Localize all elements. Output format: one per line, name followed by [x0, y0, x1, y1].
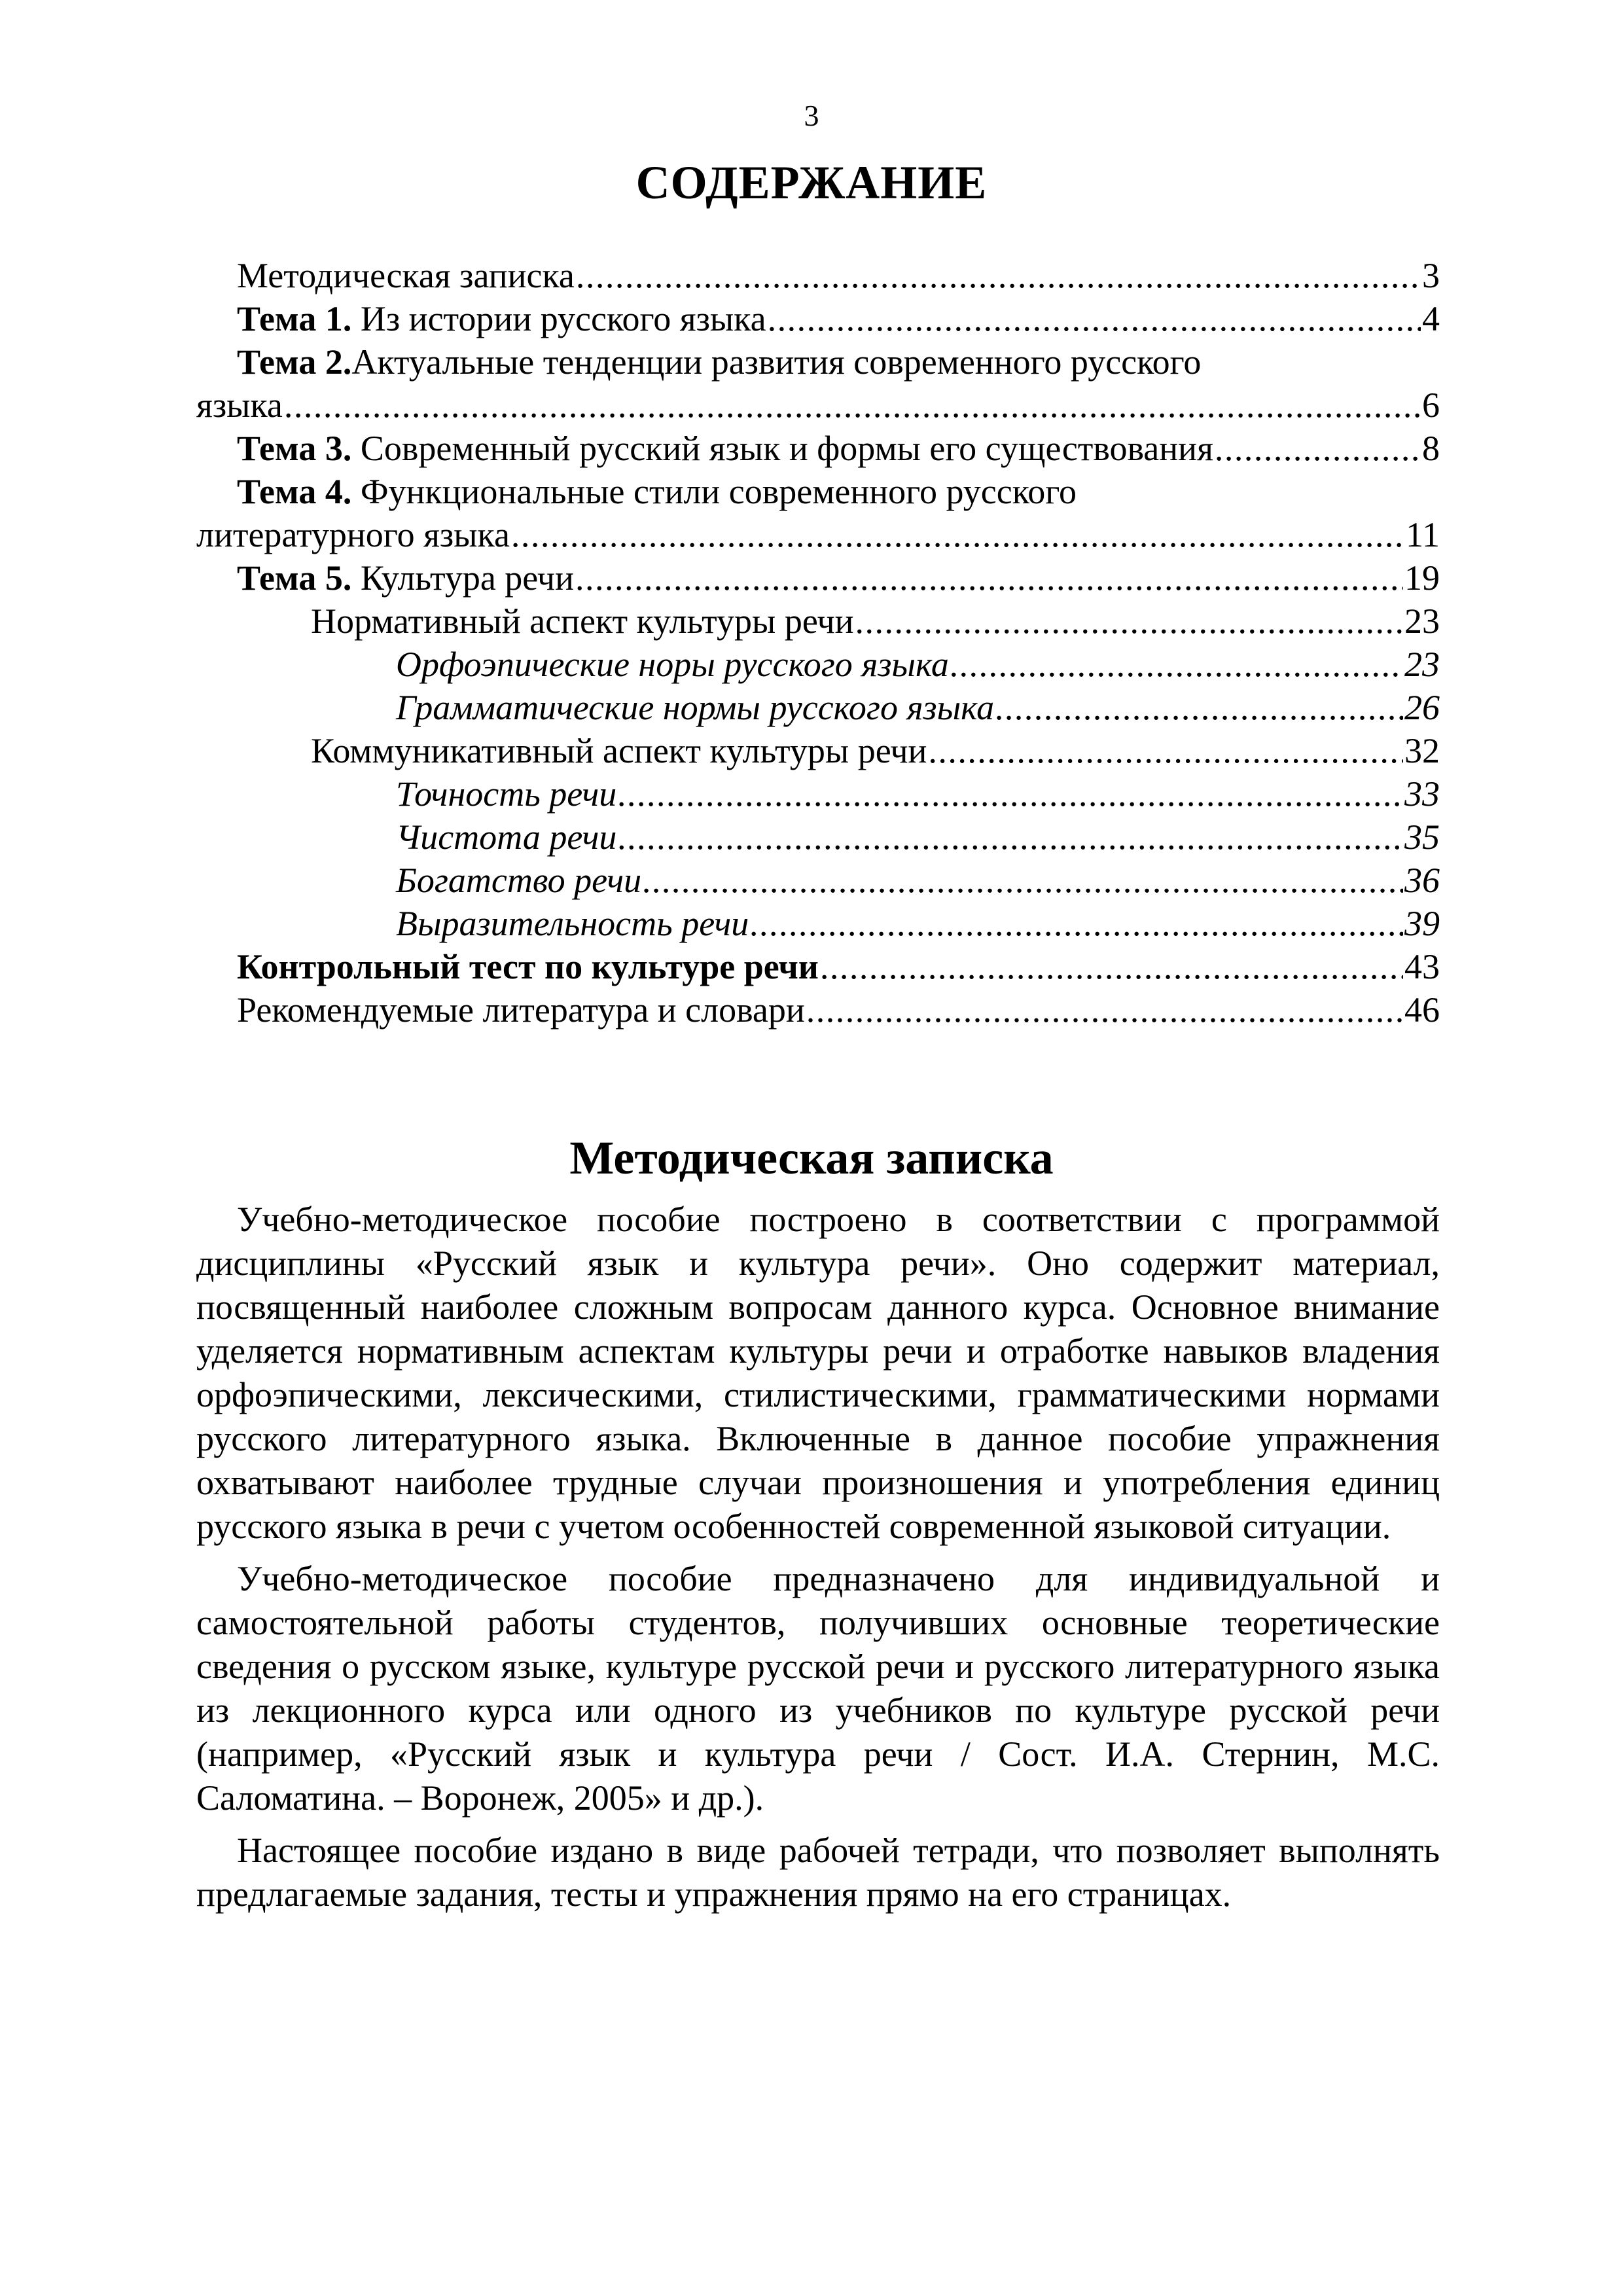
paragraph: Учебно-методическое пособие построено в соответствии с программой дисциплины «Русский язык и культура речи». Оно содержит материал, посвященный наиболее сложным вопросам данного курса. Основное внимание уделяется нормативным аспектам культуры речи и отработке навыков владения орфоэпическими, лексическими, стилистическими, грамматическими нормами русского литературного языка. Включенные в данное пособие упражнения охватывают наиболее трудные случаи произношения и употребления единиц русского языка в речи с учетом особенностей современной языковой ситуации.: [196, 1200, 1440, 1546]
toc-entry-prefix: Тема 4.: [237, 472, 352, 511]
page-number: 3: [804, 99, 819, 132]
toc-dot-leader: [643, 859, 1403, 902]
toc-entry-page: 23: [1404, 645, 1440, 684]
toc-dot-leader: [576, 254, 1421, 297]
toc-entry-label: Рекомендуемые литература и словари: [237, 990, 805, 1030]
toc-entry-purity[interactable]: [196, 816, 1440, 859]
toc-entry-recommended-literature[interactable]: [196, 988, 1440, 1031]
toc-entry-page: 26: [1404, 688, 1440, 727]
toc-entry-page: 19: [1404, 558, 1440, 598]
toc-entry-label: Функциональные стили современного русского: [351, 472, 1077, 511]
toc-entry-prefix: Тема 2.: [237, 342, 352, 382]
toc-entry-page: 39: [1404, 904, 1440, 943]
toc-entry-label-continued: языка: [196, 386, 283, 425]
toc-entry-label: Современный русский язык и формы его существования: [351, 429, 1213, 468]
toc-entry-page: 23: [1404, 601, 1440, 641]
toc-entry-label: Выразительность речи: [396, 904, 749, 943]
toc-dot-leader: [820, 945, 1403, 988]
toc-entry-page: 11: [1406, 515, 1440, 554]
toc-dot-leader: [1215, 427, 1421, 470]
toc-dot-leader: [928, 729, 1403, 772]
toc-entry-page: 4: [1422, 299, 1440, 338]
section-body: [196, 1198, 1440, 1925]
toc-entry-label: Орфоэпические норы русского языка: [396, 645, 949, 684]
toc-dot-leader: [855, 600, 1403, 643]
toc-entry-label: Точность речи: [396, 774, 617, 814]
toc-entry-orthoepic-norms[interactable]: [196, 643, 1440, 686]
toc-entry-label: Грамматические нормы русского языка: [396, 688, 995, 727]
toc-entry-methodical-note[interactable]: [196, 254, 1440, 297]
toc-entry-label: Коммуникативный аспект культуры речи: [311, 731, 927, 770]
toc-entry-label: Чистота речи: [396, 817, 617, 857]
toc-dot-leader: [750, 902, 1403, 945]
toc-entry-communicative-aspect[interactable]: [196, 729, 1440, 772]
toc-entry-topic-4-cont[interactable]: [196, 513, 1440, 556]
toc-dot-leader: [995, 686, 1403, 729]
table-of-contents: [196, 254, 1440, 1031]
toc-dot-leader: [806, 988, 1403, 1031]
toc-entry-topic-3[interactable]: [196, 427, 1440, 470]
toc-entry-prefix: Тема 5.: [237, 558, 352, 598]
toc-entry-label: Нормативный аспект культуры речи: [311, 601, 854, 641]
toc-entry-page: 8: [1422, 429, 1440, 468]
toc-dot-leader: [575, 556, 1403, 600]
toc-dot-leader: [950, 643, 1403, 686]
toc-entry-page: 3: [1422, 256, 1440, 295]
toc-entry-topic-1[interactable]: [196, 297, 1440, 340]
paragraph: Учебно-методическое пособие предназначено для индивидуальной и самостоятельной работы студентов, получивших основные теоретические сведения о русском языке, культуре русской речи и русского литературного языка из лекционного курса или одного из учебников по культуре русской речи (например, «Русский язык и культура речи / Сост. И.А. Стернин, М.С. Саломатина. – Воронеж, 2005» и др.).: [196, 1559, 1440, 1818]
toc-entry-label-continued: литературного языка: [196, 515, 510, 554]
toc-entry-richness[interactable]: [196, 859, 1440, 902]
toc-entry-expressiveness[interactable]: [196, 902, 1440, 945]
toc-entry-topic-2[interactable]: [196, 340, 1440, 384]
toc-entry-accuracy[interactable]: [196, 772, 1440, 816]
toc-dot-leader: [284, 384, 1421, 427]
toc-entry-label: Из истории русского языка: [351, 299, 766, 338]
toc-entry-topic-5[interactable]: [196, 556, 1440, 600]
toc-entry-page: 43: [1404, 947, 1440, 986]
toc-entry-label: Методическая записка: [237, 256, 575, 295]
toc-dot-leader: [618, 816, 1403, 859]
toc-entry-prefix: Тема 1.: [237, 299, 352, 338]
toc-entry-grammar-norms[interactable]: [196, 686, 1440, 729]
toc-title: СОДЕРЖАНИЕ: [635, 156, 988, 209]
toc-entry-page: 6: [1422, 386, 1440, 425]
toc-dot-leader: [511, 513, 1404, 556]
section-title: Методическая записка: [569, 1132, 1054, 1184]
toc-entry-label: Богатство речи: [396, 861, 642, 900]
toc-entry-page: 32: [1404, 731, 1440, 770]
toc-entry-normative-aspect[interactable]: [196, 600, 1440, 643]
toc-entry-page: 36: [1404, 861, 1440, 900]
toc-entry-topic-4[interactable]: [196, 470, 1440, 513]
toc-entry-label: Культура речи: [351, 558, 574, 598]
toc-dot-leader: [618, 772, 1403, 816]
toc-entry-label: Контрольный тест по культуре речи: [237, 947, 819, 986]
toc-entry-prefix: Тема 3.: [237, 429, 352, 468]
paragraph: Настоящее пособие издано в виде рабочей тетради, что позволяет выполнять предлагаемые задания, тесты и упражнения прямо на его страницах.: [196, 1831, 1440, 1914]
toc-entry-topic-2-cont[interactable]: [196, 384, 1440, 427]
toc-entry-page: 33: [1404, 774, 1440, 814]
toc-entry-page: 46: [1404, 990, 1440, 1030]
toc-entry-label: Актуальные тенденции развития современного русского: [351, 342, 1202, 382]
toc-entry-control-test[interactable]: [196, 945, 1440, 988]
toc-entry-page: 35: [1404, 817, 1440, 857]
toc-dot-leader: [768, 297, 1421, 340]
